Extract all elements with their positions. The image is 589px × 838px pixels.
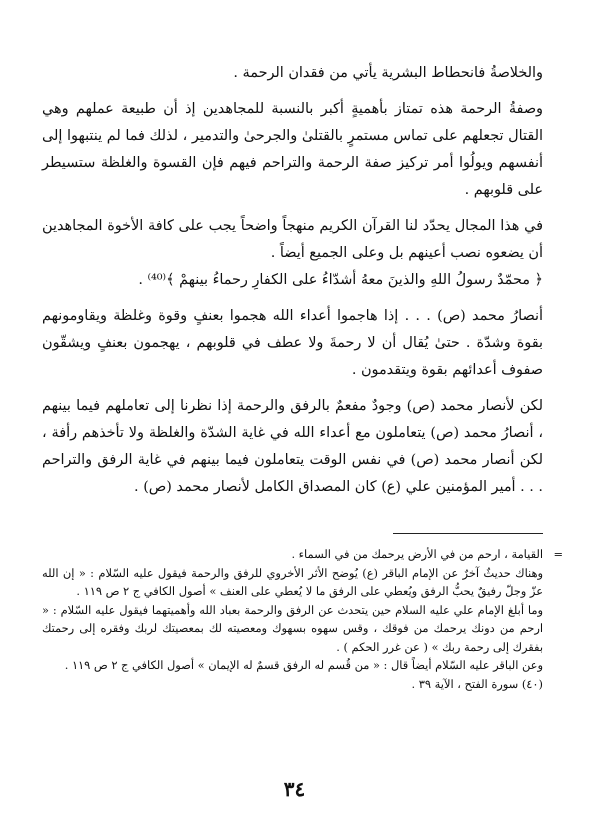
footnote-separator [393, 533, 543, 534]
paragraph-quran-method: في هذا المجال يحدّد لنا القرآن الكريم منهجاً واضحاً يجب على كافة الأخوة المجاهدين أن يضعوه نصب أعينهم بل وعلى الجميع أيضاً . [42, 218, 543, 261]
footnote-continuation-marker: = [553, 547, 563, 561]
footnotes [42, 545, 563, 693]
quran-verse: ﴿ محمّدٌ رسولُ اللهِ والذينَ معهُ أشدّاءُ على الكفارِ رحماءُ بينهمْ ﴾⁽⁴⁰⁾ . [138, 272, 543, 288]
paragraph-supporters-mercy: لكن لأنصار محمد (ص) وجودٌ مفعمٌ بالرفق والرحمة إذا نظرنا إلى تعاملهم فيما بينهم ، أنصارُ محمد (ص) يتعاملون مع أعداء الله في غاية الشدّة والغلظة ولا تأخذهم رأفة ، لكن أنصار محمد (ص) في نفس الوقت يتعاملون فيما بينهم في غاية الرفق والتراحم . . . أمير المؤمنين علي (ع) كان المصداق الكامل لأنصار محمد (ص) . [42, 398, 543, 495]
footnote-reference: (٤٠) سورة الفتح ، الآية ٣٩ . [411, 676, 543, 691]
footnote-line: القيامة ، ارحم من في الأرض يرحمك من في السماء . [291, 547, 543, 561]
footnote-line: وهناك حديثٌ آخرٌ عن الإمام الباقر (ع) يُوضح الأثر الأخروي للرفق والرحمة فيقول عليه السّلام : « إن الله عزّ وجلّ رفيقٌ يحبُّ الرفق ويُعطي على الرفق ما لا يُعطي على العنف » أصول الكافي ج ٢ ص ١١٩ . [42, 565, 543, 598]
paragraph-mercy-importance: وصفةُ الرحمة هذه تمتاز بأهميةٍ أكبر بالنسبة للمجاهدين إذ أن طبيعة عملهم وهي القتال تجعلهم على تماس مستمرٍ بالقتلىٰ والجرحىٰ والتدمير ، لذلك فما لم ينتبهوا إلى أنفسهم ويولُوا أمر تركيز صفة الرحمة والتراحم فيهم فإن القسوة والغلظة ستسيطر على قلوبهم . [42, 101, 543, 198]
main-text [42, 60, 543, 501]
paragraph-conclusion: والخلاصةُ فانحطاط البشرية يأتي من فقدان الرحمة . [233, 65, 543, 81]
footnote-line: وعن الباقر عليه السّلام أيضاً قال : « من قُسم له الرفق قسمٌ له الإيمان » أصول الكافي ج ٢ ص ١١٩ . [64, 658, 543, 672]
page-number: ٣٤ [283, 777, 306, 801]
paragraph-supporters-strength: أنصارُ محمد (ص) . . . إذا هاجموا أعداء الله هجموا بعنفٍ وقوة وغلظة ويقاومونهم بقوة وشدّة . حتىٰ يُقال أن لا رحمةَ ولا عطف في قلوبهم ، يهجمون بعنفٍ ويشقّون صفوف أعدائهم بقوة ويتقدمون . [42, 308, 543, 378]
footnote-line: وما أبلغ الإمام علي عليه السلام حين يتحدث عن الرفق والرحمة بعباد الله وأهميتهما فيقول عليه السّلام : « ارحم من دونك يرحمك من فوقك ، وقس سهوه بسهوك ومعصيته لك بمعصيتك لربك وفقره إلى رحمتك بفقرك إلى رحمة ربك » ( عن غرر الحكم ) . [42, 602, 543, 654]
